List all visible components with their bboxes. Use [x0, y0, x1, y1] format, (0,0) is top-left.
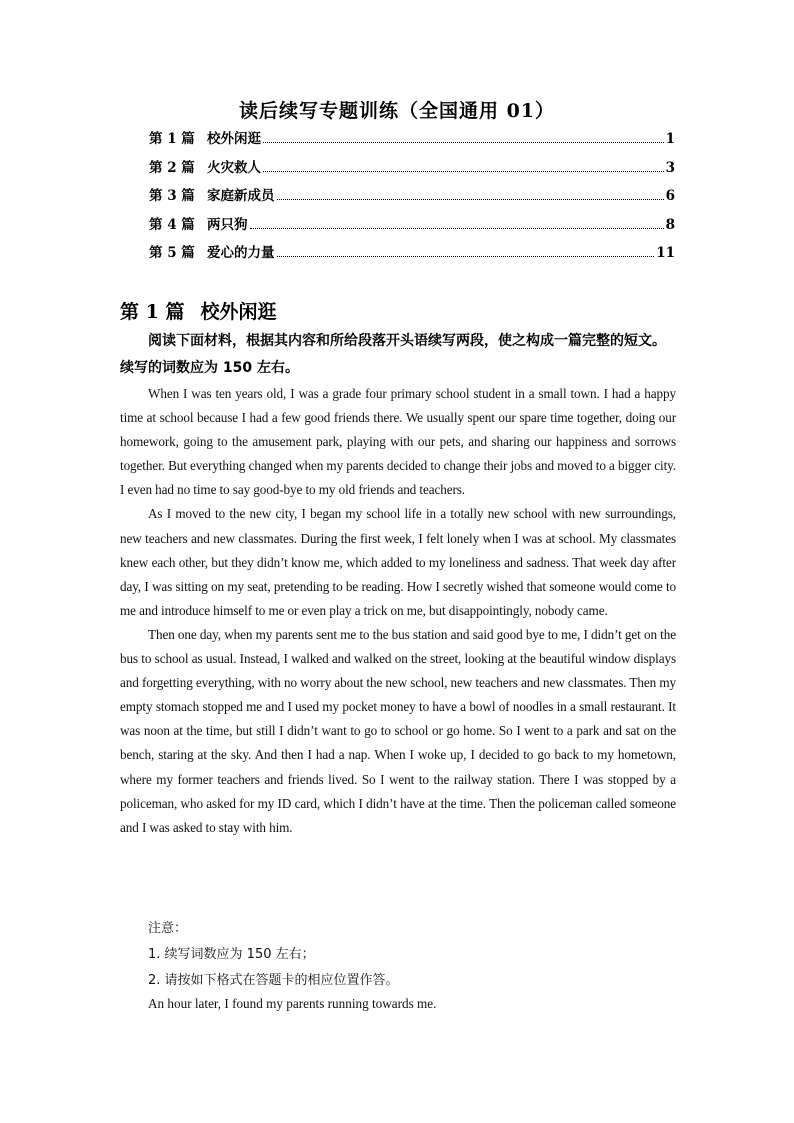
task-instruction: 阅读下面材料，根据其内容和所给段落开头语续写两段，使之构成一篇完整的短文。续写的词数应为 150 左右。 [120, 333, 666, 376]
toc-entry-number: 第 4 篇 [149, 216, 195, 233]
notes-block [148, 915, 678, 993]
section-title: 校外闲逛 [200, 301, 277, 323]
toc-entry-1[interactable] [149, 127, 675, 156]
toc-dot-leader [263, 142, 664, 143]
toc-entry-title: 两只狗 [207, 216, 248, 233]
toc-dot-leader [263, 171, 664, 172]
document-title: 读后续写专题训练（全国通用 01） [238, 100, 556, 122]
section-heading [120, 297, 276, 324]
section-number: 第 1 篇 [120, 301, 185, 323]
toc-entry-number: 第 5 篇 [149, 245, 195, 262]
passage-paragraph: As I moved to the new city, I began my school life in a totally new school with new surroundings, new teachers and new classmates. During the first week, I felt lonely when I was at school. My classmates knew each other, but they didn’t know me, which added to my loneliness and sadness. That week day after day, I was sitting on my seat, pretending to be reading. How I secretly wished that someone would come to me and introduce himself to me or even play a trick on me, but disappointingly, nobody came. [120, 506, 676, 618]
toc-entry-title: 家庭新成员 [207, 188, 275, 205]
toc-dot-leader [277, 199, 664, 200]
toc-dot-leader [277, 256, 655, 257]
toc-entry-page: 8 [665, 216, 675, 233]
passage-paragraph: When I was ten years old, I was a grade four primary school student in a small town. I had a happy time at school because I had a few good friends there. We usually spent our spare time together, doing our homework, going to the amusement park, playing with our pets, and sharing our happiness and sorrows together. But everything changed when my parents decided to change their jobs and moved to a bigger city. I even had no time to say good-bye to my old friends and teachers. [120, 386, 676, 498]
toc-entry-title: 校外闲逛 [207, 131, 261, 147]
toc-entry-5[interactable] [149, 241, 675, 270]
toc-entry-page: 3 [665, 159, 675, 176]
passage-paragraph: Then one day, when my parents sent me to the bus station and said good bye to me, I didn’t get on the bus to school as usual. Instead, I walked and walked on the street, looking at the beautiful window displays and forgetting everything, with no worry about the new school, new teachers and new classmates. Then my empty stomach stopped me and I used my pocket money to have a bowl of noodles in a small restaurant. It was noon at the time, but still I didn’t want to go to school or go home. So I went to a park and sat on the bench, staring at the sky. And then I had a nap. When I woke up, I decided to go back to my hometown, where my former teachers and friends lived. So I went to the railway station. There I was stopped by a policeman, who asked for my ID card, which I didn’t have at the time. Then the policeman called someone and I was asked to stay with him. [120, 626, 676, 835]
toc-entry-title: 火灾救人 [207, 159, 261, 176]
toc-entry-number: 第 2 篇 [149, 159, 195, 176]
toc-dot-leader [250, 228, 664, 229]
toc-entry-page: 1 [665, 131, 675, 147]
toc-entry-page: 11 [656, 245, 675, 262]
toc-entry-2[interactable] [149, 156, 675, 185]
toc-entry-page: 6 [665, 188, 675, 205]
continuation-prompt: An hour later, I found my parents running towards me. [148, 996, 437, 1011]
table-of-contents [149, 127, 675, 270]
toc-entry-3[interactable] [149, 184, 675, 213]
toc-entry-number: 第 1 篇 [149, 131, 195, 147]
toc-entry-number: 第 3 篇 [149, 188, 195, 205]
notes-title: 注意： [148, 921, 188, 936]
note-item: 2. 请按如下格式在答题卡的相应位置作答。 [148, 973, 399, 988]
toc-entry-4[interactable] [149, 213, 675, 242]
toc-entry-title: 爱心的力量 [207, 245, 275, 262]
note-item: 1. 续写词数应为 150 左右； [148, 947, 315, 962]
reading-passage [120, 382, 676, 840]
